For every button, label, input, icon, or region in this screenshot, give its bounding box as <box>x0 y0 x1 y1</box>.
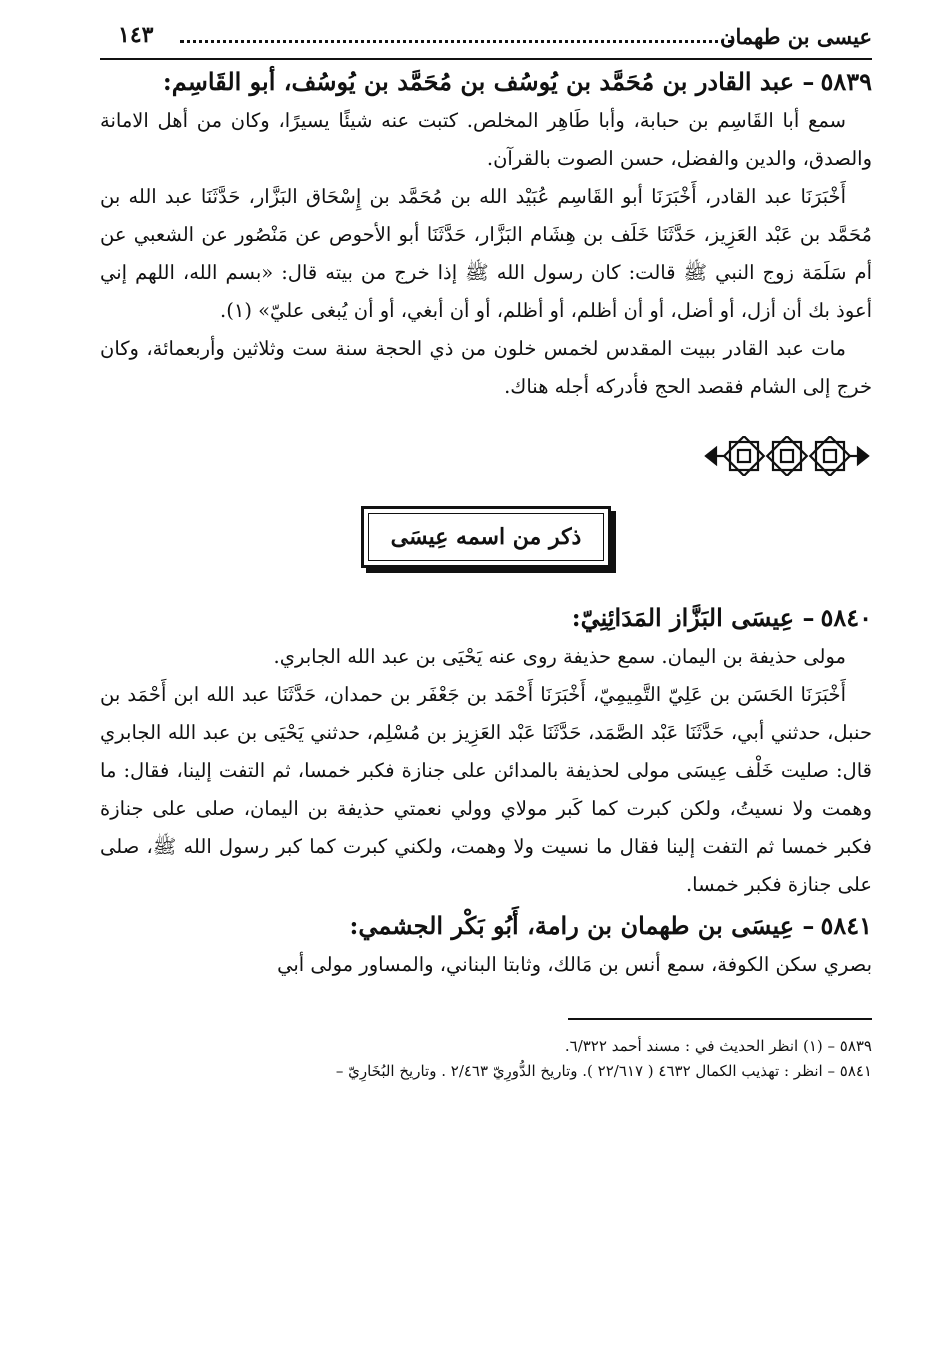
entry-paragraph: بصري سكن الكوفة، سمع أنس بن مَالك، وثابتا البناني، والمساور مولى أبي <box>277 953 872 976</box>
entry-title: – عِيسَى بن طهمان بن رامة، أَبُو بَكْر الجشمي: <box>349 911 815 940</box>
entry-title: – عِيسَى البَزَّاز المَدَائِنِيّ: <box>571 603 815 632</box>
entry-paragraph: مولى حذيفة بن اليمان. سمع حذيفة روى عنه يَحْيَى بن عبد الله الجابري. <box>273 645 846 668</box>
footnote-separator <box>568 1018 872 1020</box>
entry-heading-5840 <box>100 598 872 638</box>
running-title: عيسى بن طهمان <box>720 24 872 49</box>
entry-heading-5839 <box>100 62 872 102</box>
page-number: ١٤٣ <box>118 22 154 48</box>
entry-title: – عبد القادر بن مُحَمَّد بن يُوسُف بن مُحَمَّد بن يُوسُف، أبو القَاسِم: <box>162 67 815 96</box>
ornament-divider <box>702 436 872 476</box>
entry-number: ٥٨٤١ <box>820 911 872 940</box>
book-page <box>100 18 872 1348</box>
entry-paragraph: سمع أبا القَاسِم بن حبابة، وأبا طَاهِر المخلص. كتبت عنه شيئًا يسيرًا، وكان من أهل الامانة والصدق، والدين والفضل، حسن الصوت بالقرآن. <box>100 109 872 170</box>
footnote: ٥٨٣٩ – (١) انظر الحديث في : مسند أحمد ٦/٣٢٢. <box>564 1037 872 1055</box>
entry-paragraph: أَخْبَرَنَا عبد القادر، أَخْبَرَنَا أبو القَاسِم عُبَيْد الله بن مُحَمَّد بن إِسْحَاق البَزَّار، حَدَّثَنَا عبد الله بن مُحَمَّد بن عَبْد العَزِيز، حَدَّثَنَا خَلَف بن هِشَام البَزَّار، حَدَّثَنَا أبو الأحوص عن مَنْصُور عن الشعبي عن أم سَلَمَة زوج النبي ﷺ قالت: كان رسول الله ﷺ إذا خرج من بيته قال: «بسم الله، اللهم إني أعوذ بك أن أزل، أو أضل، أو أن أظلم، أو أظلم، أو أن أبغي، أو أن يُبغى عليّ» (١). <box>100 185 872 322</box>
section-title: ذكر من اسمه عِيسَى <box>368 513 604 561</box>
page-header <box>100 18 872 60</box>
entry-paragraph: مات عبد القادر ببيت المقدس لخمس خلون من ذي الحجة سنة ست وثلاثين وأربعمائة، وكان خرج إلى الشام فقصد الحج فأدركه أجله هناك. <box>100 337 872 398</box>
section-title-box <box>361 506 611 568</box>
header-dotted-leader <box>180 28 732 43</box>
entry-number: ٥٨٤٠ <box>820 603 872 632</box>
entry-heading-5841 <box>100 906 872 946</box>
footnote: ٥٨٤١ – انظر : تهذيب الكمال ٤٦٣٢ ( ٢٢/٦١٧ ). وتاريخ الدُّورِيّ ٢/٤٦٣ . وتاريخ البُخَارِيّ – <box>335 1062 872 1080</box>
entry-number: ٥٨٣٩ <box>820 67 872 96</box>
entry-paragraph: أَخْبَرَنَا الحَسَن بن عَلِيّ التَّمِيمِيّ، أَخْبَرَنَا أَحْمَد بن جَعْفَر بن حمدان، حَدَّثَنَا عبد الله ابن أَحْمَد بن حنبل، حدثني أبي، حَدَّثَنَا عَبْد الصَّمَد، حَدَّثَنَا عَبْد العَزِيز بن مُسْلِم، حدثني يَحْيَى بن عبد الله الجابري قال: صليت خَلْف عِيسَى مولى لحذيفة بالمدائن على جنازة فكبر خمسا، ثم التفت إلينا، فقال: ما وهمت ولا نسيتُ، ولكن كبرت كما كَبر مولاي وولي نعمتي حذيفة بن اليمان، صلى على جنازة فكبر خمسا ثم التفت إلينا فقال ما نسيت ولا وهمت، ولكني كبرت كما كبر رسول الله ﷺ، صلى على جنازة فكبر خمسا. <box>100 683 872 896</box>
